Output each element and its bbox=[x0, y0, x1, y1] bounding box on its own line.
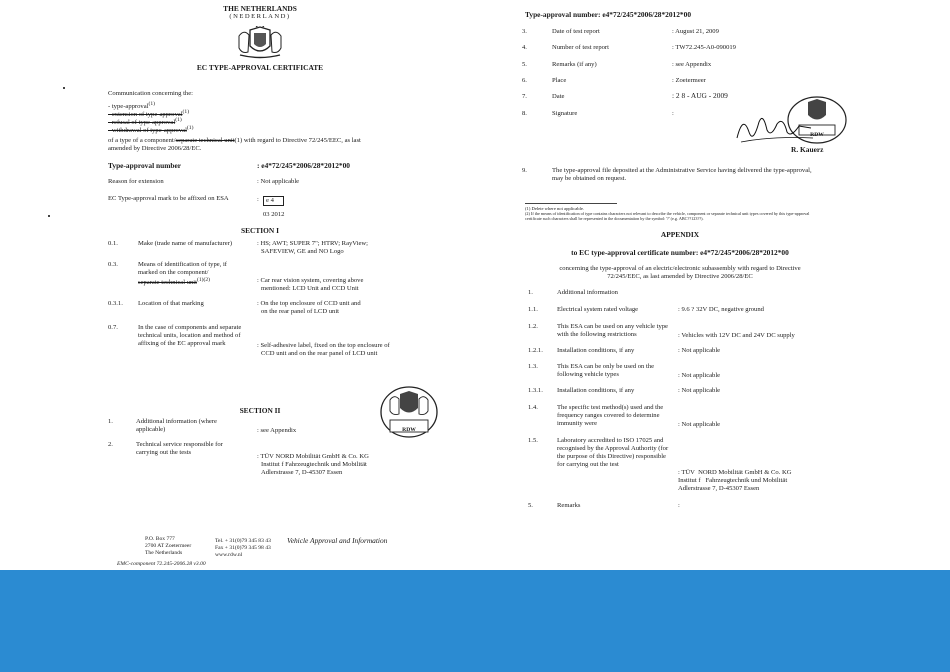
row-num: 5. bbox=[522, 61, 527, 68]
row-footnote: (1)(2) bbox=[196, 277, 210, 283]
of-type-pre: of a type of a component/ bbox=[108, 137, 176, 144]
row-label: Installation conditions, if any bbox=[557, 387, 635, 394]
reason-value: : Not applicable bbox=[257, 178, 300, 185]
row-label: Additional information bbox=[557, 289, 618, 296]
certificate-title: EC TYPE-APPROVAL CERTIFICATE bbox=[196, 63, 324, 72]
footer-address-1: P.O. Box 777 bbox=[145, 536, 175, 542]
row-value: Institut f Fahrzeugtechnik und Mobilität bbox=[261, 461, 367, 468]
row-value: : see Appendix bbox=[672, 61, 712, 68]
row-value: : Car rear vision system, covering above bbox=[257, 277, 364, 284]
row-num: 6. bbox=[522, 77, 527, 84]
comm-item-label: - refusal of type-approval bbox=[108, 119, 176, 127]
comm-item-label: - withdrawal of type-approval bbox=[108, 127, 187, 135]
item-9-num: 9. bbox=[522, 167, 527, 174]
country-name: THE NETHERLANDS bbox=[223, 4, 297, 13]
of-type-line-2: amended by Directive 2006/28/EC. bbox=[108, 145, 202, 152]
row-label: Remarks (if any) bbox=[552, 61, 597, 68]
row-value: CCD unit and on the rear panel of LCD unit bbox=[261, 350, 378, 357]
row-num: 1.2. bbox=[528, 323, 538, 330]
scan-artifact bbox=[48, 215, 50, 217]
row-label: Additional information (where bbox=[136, 418, 217, 425]
ec-mark-number: 03 2012 bbox=[263, 211, 285, 218]
type-approval-number-value: : e4*72/245*2006/28*2012*00 bbox=[257, 161, 350, 170]
row-value: : Not applicable bbox=[678, 387, 721, 394]
ec-mark-label: EC Type-approval mark to be affixed on ESA bbox=[108, 195, 229, 202]
row-value: on the rear panel of LCD unit bbox=[261, 308, 340, 315]
row-label: Signature bbox=[552, 110, 578, 117]
row-label: Laboratory accredited to ISO 17025 and recognised by the Approval Authority (for the purpose of this Directive) responsible for carrying out the test bbox=[557, 437, 669, 468]
comm-item-footnote: (1) bbox=[175, 117, 182, 123]
row-num: 8. bbox=[522, 110, 527, 117]
row-value: : TÜV NORD Mobilität GmbH & Co. KG Institut f Fahrzeugtechnik und Mobilität Adlerstrasse 7, D-45307 Essen bbox=[678, 469, 792, 492]
row-value: : Zoetermeer bbox=[672, 77, 706, 84]
rdw-stamp-text: RDW bbox=[402, 427, 416, 433]
footer-reference: EMC-component 72.245-2006.28 v3.00 bbox=[117, 561, 206, 567]
signer-name: R. Kauerz bbox=[791, 145, 824, 154]
certificate-page-left bbox=[0, 0, 475, 570]
royal-coat-of-arms-icon bbox=[236, 26, 284, 60]
row-num: 4. bbox=[522, 44, 527, 51]
comm-item-footnote: (1) bbox=[186, 125, 194, 131]
section-2-heading: SECTION II bbox=[239, 406, 281, 415]
row-value: SAFEVIEW, GE and NO Logo bbox=[261, 248, 344, 255]
row-num: 1.3.1. bbox=[528, 387, 543, 394]
row-num: 2. bbox=[108, 441, 113, 448]
row-value: : see Appendix bbox=[257, 427, 297, 434]
scan-artifact bbox=[63, 87, 65, 89]
footer-tel: Tel. + 31(0)79 345 83 43 bbox=[215, 538, 271, 544]
row-label: carrying out the tests bbox=[136, 449, 192, 456]
appendix-concerning: concerning the type-approval of an electric/electronic subassembly with regard to Directive 72/245/EEC, as last amended by Directive 2006/28/EC bbox=[559, 265, 801, 280]
row-label: Technical service responsible for bbox=[136, 441, 223, 448]
handwritten-signature-icon bbox=[733, 108, 817, 146]
row-value: Adlerstrasse 7, D-45307 Essen bbox=[261, 469, 343, 476]
row-label: This ESA can be used on any vehicle type with the following restrictions bbox=[557, 323, 668, 338]
footer-address-2: 2700 AT Zoetermeer bbox=[145, 543, 192, 549]
bottom-blue-band bbox=[0, 570, 950, 672]
row-label: marked on the component/ bbox=[138, 269, 209, 276]
ec-mark-colon: : bbox=[257, 196, 259, 203]
row-label: In the case of components and separate bbox=[138, 324, 242, 331]
row-value: : Vehicles with 12V DC and 24V DC supply bbox=[678, 332, 795, 339]
section-1-heading: SECTION I bbox=[241, 226, 279, 235]
row-label: Make (trade name of manufacturer) bbox=[138, 240, 233, 247]
row-label: Electrical system rated voltage bbox=[557, 306, 639, 313]
footer-fax: Fax + 31(0)79 345 98 43 bbox=[215, 545, 271, 551]
row-label: Date of test report bbox=[552, 28, 600, 35]
row-num: 1.2.1. bbox=[528, 347, 543, 354]
continuation-header: Type-approval number: e4*72/245*2006/28*2012*00 bbox=[525, 10, 692, 19]
ec-mark-box bbox=[263, 196, 284, 206]
footer-brand: Vehicle Approval and Information bbox=[287, 536, 388, 545]
row-value: : HS; AWT; SUPER 7"; HTRV; RayView; bbox=[257, 240, 369, 247]
row-num: 1.5. bbox=[528, 437, 538, 444]
comm-item-withdrawal bbox=[108, 125, 193, 135]
of-type-line bbox=[108, 137, 361, 145]
row-label: The specific test method(s) used and the frequency ranges covered to determine immunity were bbox=[557, 404, 664, 427]
comm-item-label: - type-approval bbox=[108, 103, 149, 111]
row-num: 1.3. bbox=[528, 363, 538, 370]
footer-web: www.rdw.nl bbox=[215, 552, 243, 558]
row-value: : August 21, 2009 bbox=[672, 28, 719, 35]
row-num: 0.3. bbox=[108, 261, 118, 268]
row-label: Location of that marking bbox=[138, 300, 204, 307]
row-value: : Not applicable bbox=[678, 421, 721, 428]
row-num: 1. bbox=[108, 418, 113, 425]
communication-intro: Communication concerning the: bbox=[108, 90, 193, 97]
row-label: technical units, location and method of bbox=[138, 332, 241, 339]
item-9-text: The type-approval file deposited at the Administrative Service having delivered the type-approval, may be obtained on request. bbox=[552, 167, 812, 182]
footer-address-3: The Netherlands bbox=[145, 550, 183, 556]
of-type-post: (1) with regard to Directive 72/245/EEC, as last bbox=[234, 137, 361, 144]
rdw-stamp-text: RDW bbox=[810, 132, 824, 138]
comm-item-footnote: (1) bbox=[182, 109, 190, 115]
appendix-subtitle: to EC type-approval certificate number: e4*72/245*2006/28*2012*00 bbox=[571, 248, 789, 257]
row-label: This ESA can be only be used on the following vehicle types bbox=[557, 363, 655, 378]
struck-text: separate technical unit bbox=[138, 279, 197, 287]
row-num: 3. bbox=[522, 28, 527, 35]
appendix-title: APPENDIX bbox=[660, 230, 700, 239]
row-value: mentioned: LCD Unit and CCD Unit bbox=[261, 285, 359, 292]
row-num: 0.7. bbox=[108, 324, 118, 331]
row-value: : On the top enclosure of CCD unit and bbox=[257, 300, 361, 307]
row-num: 1.1. bbox=[528, 306, 538, 313]
of-type-struck: separate technical unit bbox=[175, 137, 235, 144]
comm-item-footnote: (1) bbox=[148, 101, 155, 107]
ec-mark-text: e 4 bbox=[266, 197, 274, 204]
row-label: Place bbox=[552, 77, 567, 84]
row-label: Date bbox=[552, 93, 565, 100]
footnote-1: (1) Delete where not applicable. bbox=[525, 206, 585, 211]
row-value: : Self-adhesive label, fixed on the top enclosure of bbox=[257, 342, 390, 349]
country-name-dutch: (NEDERLAND) bbox=[229, 13, 291, 20]
row-value: : TÜV NORD Mobilität GmbH & Co. KG bbox=[257, 453, 369, 460]
comm-item-label: - extension of type-approval bbox=[108, 111, 183, 119]
type-approval-number-label: Type-approval number bbox=[108, 161, 182, 170]
footnote-2: (2) If the means of identification of type contains characters not relevant to describe the vehicle, component or separate technical unit types covered by this type-approval certificate such characters shall be represented in the documentation by the symbol: '?' (e.g. ABC??123??). bbox=[525, 211, 810, 221]
row-label: Installation conditions, if any bbox=[557, 347, 635, 354]
row-value: : Not applicable bbox=[678, 347, 721, 354]
row-label: affixing of the EC approval mark bbox=[138, 340, 226, 347]
row-label: Means of identification of type, if bbox=[138, 261, 227, 268]
row-value: : TW72.245-A0-090019 bbox=[672, 44, 736, 51]
row-value: : bbox=[678, 502, 680, 509]
row-num: 0.1. bbox=[108, 240, 118, 247]
row-label: Remarks bbox=[557, 502, 581, 509]
row-value: : bbox=[672, 110, 674, 117]
row-value-date: : 2 8 - AUG - 2009 bbox=[672, 91, 728, 100]
certificate-page-right bbox=[475, 0, 950, 570]
row-num: 5. bbox=[528, 502, 533, 509]
row-label: Number of test report bbox=[552, 44, 609, 51]
row-num: 1. bbox=[528, 289, 533, 296]
footnote-divider bbox=[525, 203, 617, 204]
row-num: 1.4. bbox=[528, 404, 538, 411]
row-value: : 9.6 ? 32V DC, negative ground bbox=[678, 306, 764, 313]
row-value: : Not applicable bbox=[678, 372, 721, 379]
row-label-struck bbox=[138, 277, 210, 287]
row-num: 0.3.1. bbox=[108, 300, 123, 307]
row-num: 7. bbox=[522, 93, 527, 100]
reason-label: Reason for extension bbox=[108, 178, 164, 185]
row-label: applicable) bbox=[136, 426, 166, 433]
